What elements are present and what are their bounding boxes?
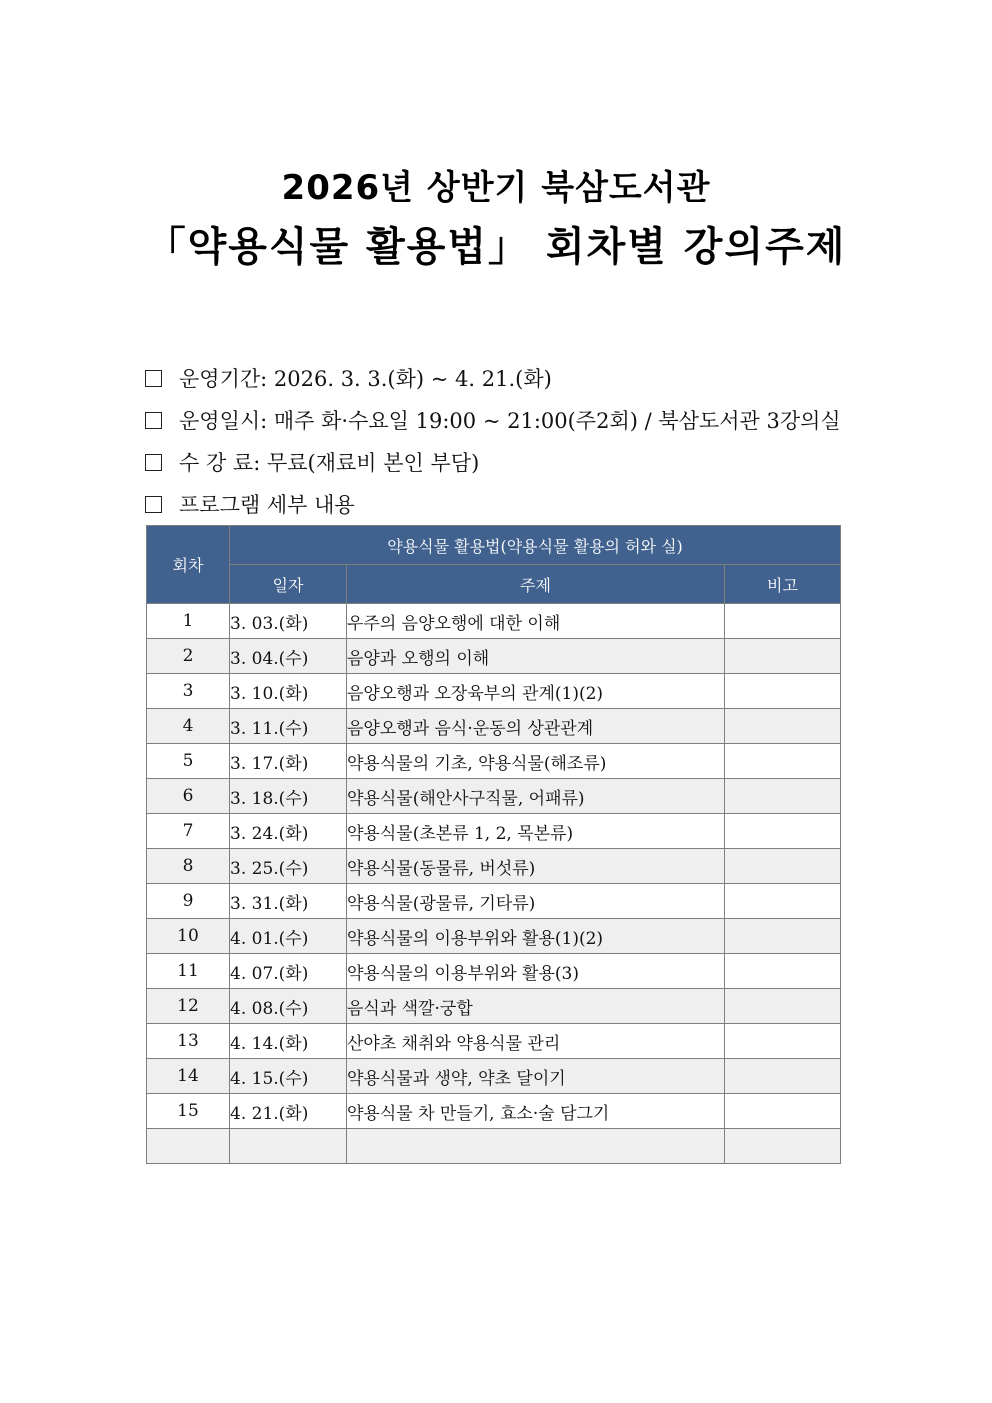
cell-topic: 산야초 채취와 약용식물 관리 [347,1024,725,1059]
cell-topic: 음식과 색깔·궁합 [347,989,725,1024]
document-title-line-1: 2026년 상반기 북삼도서관 [281,168,711,208]
table-row [147,779,841,814]
schedule-table-body [147,604,841,1164]
table-row [147,1059,841,1094]
checkbox-icon [145,412,162,429]
cell-note [725,919,841,954]
cell-topic: 음양과 오행의 이해 [347,639,725,674]
cell-date: 3. 03.(화) [230,604,347,639]
table-row [147,604,841,639]
cell-date: 4. 14.(화) [230,1024,347,1059]
cell-note [725,884,841,919]
cell-note [725,639,841,674]
cell-date [230,1129,347,1164]
cell-topic: 음양오행과 음식·운동의 상관관계 [347,709,725,744]
table-row [147,814,841,849]
info-item-schedule [145,405,841,435]
header-round: 회차 [147,526,230,604]
cell-round: 11 [147,954,230,989]
cell-date: 3. 24.(화) [230,814,347,849]
cell-topic: 음양오행과 오장육부의 관계(1)(2) [347,674,725,709]
cell-note [725,1024,841,1059]
cell-round: 5 [147,744,230,779]
cell-date: 3. 25.(수) [230,849,347,884]
table-row [147,849,841,884]
cell-note [725,989,841,1024]
table-row [147,884,841,919]
cell-note [725,954,841,989]
cell-round: 9 [147,884,230,919]
document-title-line-2: 「약용식물 활용법」 회차별 강의주제 [145,224,847,270]
cell-topic: 약용식물(동물류, 버섯류) [347,849,725,884]
cell-note [725,709,841,744]
cell-round: 10 [147,919,230,954]
checkbox-icon [145,370,162,387]
checkbox-icon [145,496,162,513]
cell-topic: 약용식물(해안사구직물, 어패류) [347,779,725,814]
cell-topic: 약용식물(광물류, 기타류) [347,884,725,919]
table-row [147,1094,841,1129]
cell-note [725,744,841,779]
cell-topic: 약용식물의 기초, 약용식물(해조류) [347,744,725,779]
table-row [147,919,841,954]
table-row [147,1024,841,1059]
cell-note [725,1094,841,1129]
cell-topic: 약용식물 차 만들기, 효소·술 담그기 [347,1094,725,1129]
cell-date: 3. 10.(화) [230,674,347,709]
cell-date: 4. 01.(수) [230,919,347,954]
info-item-text: 수 강 료: 무료(재료비 본인 부담) [179,451,480,475]
cell-date: 3. 11.(수) [230,709,347,744]
table-row [147,709,841,744]
cell-round: 1 [147,604,230,639]
info-item-text: 운영기간: 2026. 3. 3.(화) ~ 4. 21.(화) [179,367,552,391]
table-row [147,639,841,674]
cell-round: 4 [147,709,230,744]
cell-date: 4. 21.(화) [230,1094,347,1129]
header-date: 일자 [230,565,347,604]
cell-note [725,779,841,814]
info-item-fee [145,447,479,477]
table-row [147,989,841,1024]
cell-round [147,1129,230,1164]
cell-round: 7 [147,814,230,849]
info-item-text: 운영일시: 매주 화·수요일 19:00 ~ 21:00(주2회) / 북삼도서관 3강의실 [179,409,841,433]
checkbox-icon [145,454,162,471]
table-row [147,954,841,989]
info-item-program-details [145,489,355,519]
cell-date: 4. 15.(수) [230,1059,347,1094]
cell-note [725,849,841,884]
cell-date: 3. 18.(수) [230,779,347,814]
cell-note [725,814,841,849]
schedule-table [146,525,841,1164]
cell-topic: 약용식물(초본류 1, 2, 목본류) [347,814,725,849]
cell-topic: 약용식물의 이용부위와 활용(1)(2) [347,919,725,954]
cell-date: 3. 04.(수) [230,639,347,674]
cell-date: 4. 07.(화) [230,954,347,989]
cell-round: 13 [147,1024,230,1059]
cell-note [725,1059,841,1094]
table-row [147,744,841,779]
cell-round: 8 [147,849,230,884]
cell-round: 6 [147,779,230,814]
cell-note [725,1129,841,1164]
cell-note [725,674,841,709]
cell-date: 3. 17.(화) [230,744,347,779]
header-note: 비고 [725,565,841,604]
cell-note [725,604,841,639]
cell-round: 3 [147,674,230,709]
cell-round: 12 [147,989,230,1024]
info-item-period [145,363,552,393]
table-row [147,674,841,709]
header-topic: 주제 [347,565,725,604]
cell-round: 14 [147,1059,230,1094]
cell-date: 4. 08.(수) [230,989,347,1024]
info-item-text: 프로그램 세부 내용 [179,493,355,517]
table-row [147,1129,841,1164]
cell-topic: 약용식물과 생약, 약초 달이기 [347,1059,725,1094]
cell-topic [347,1129,725,1164]
header-program: 약용식물 활용법(약용식물 활용의 허와 실) [230,526,841,565]
cell-date: 3. 31.(화) [230,884,347,919]
cell-round: 2 [147,639,230,674]
cell-topic: 우주의 음양오행에 대한 이해 [347,604,725,639]
cell-round: 15 [147,1094,230,1129]
cell-topic: 약용식물의 이용부위와 활용(3) [347,954,725,989]
